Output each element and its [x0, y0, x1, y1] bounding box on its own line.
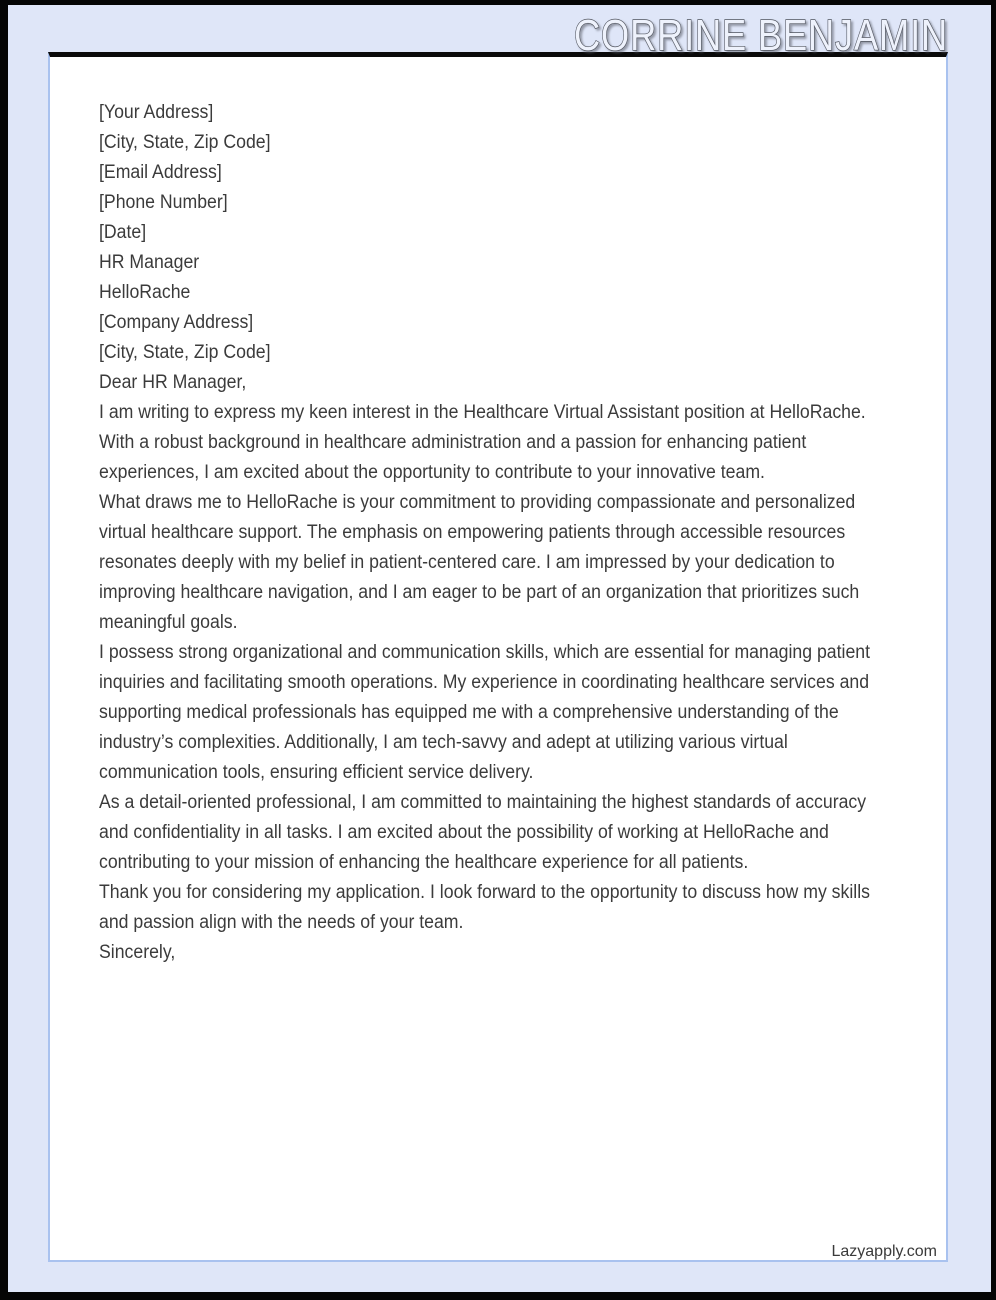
recipient-address-line: HelloRache	[99, 282, 191, 303]
body-paragraph: I possess strong organizational and communication skills, which are essential for managing patient inquiries and facilitating smooth operations. My experience in coordinating healthcare services and supporting medical professionals has equipped me with a comprehensive understanding of the industry’s complexities. Additionally, I am tech-savvy and adept at utilizing various virtual communication tools, ensuring efficient service delivery.	[99, 642, 871, 783]
sender-address-line: [City, State, Zip Code]	[99, 132, 271, 153]
recipient-address-line: [City, State, Zip Code]	[99, 342, 271, 363]
sender-address-line: [Date]	[99, 222, 147, 243]
recipient-address-line: [Company Address]	[99, 312, 254, 333]
sender-address-line: [Phone Number]	[99, 192, 228, 213]
body-paragraph: What draws me to HelloRache is your commitment to providing compassionate and personalized virtual healthcare support. The emphasis on empowering patients through accessible resources resonates deeply with my belief in patient-centered care. I am impressed by your dedication to improving healthcare navigation, and I am eager to be part of an organization that prioritizes such meaningful goals.	[99, 492, 860, 633]
recipient-address-line: HR Manager	[99, 252, 200, 273]
sender-address-line: [Email Address]	[99, 162, 222, 183]
closing-line: Sincerely,	[99, 942, 176, 963]
letter-body	[99, 98, 893, 968]
salutation: Dear HR Manager,	[99, 372, 247, 393]
lazyapply-watermark: Lazyapply.com	[831, 1243, 937, 1260]
candidate-name-text: CORRINE BENJAMIN	[574, 11, 948, 60]
body-paragraph: As a detail-oriented professional, I am committed to maintaining the highest standards of accuracy and confidentiality in all tasks. I am excited about the possibility of working at HelloRache and contributing to your mission of enhancing the healthcare experience for all patients.	[99, 792, 867, 873]
recipient-address-block	[99, 248, 893, 368]
sender-address-block	[99, 98, 893, 248]
body-paragraph: I am writing to express my keen interest in the Healthcare Virtual Assistant position at HelloRache. With a robust background in healthcare administration and a passion for enhancing patient experiences, I am excited about the opportunity to contribute to your innovative team.	[99, 402, 866, 483]
candidate-name-heading	[510, 4, 950, 64]
sender-address-line: [Your Address]	[99, 102, 214, 123]
body-paragraph: Thank you for considering my application. I look forward to the opportunity to discuss how my skills and passion align with the needs of your team.	[99, 882, 870, 933]
